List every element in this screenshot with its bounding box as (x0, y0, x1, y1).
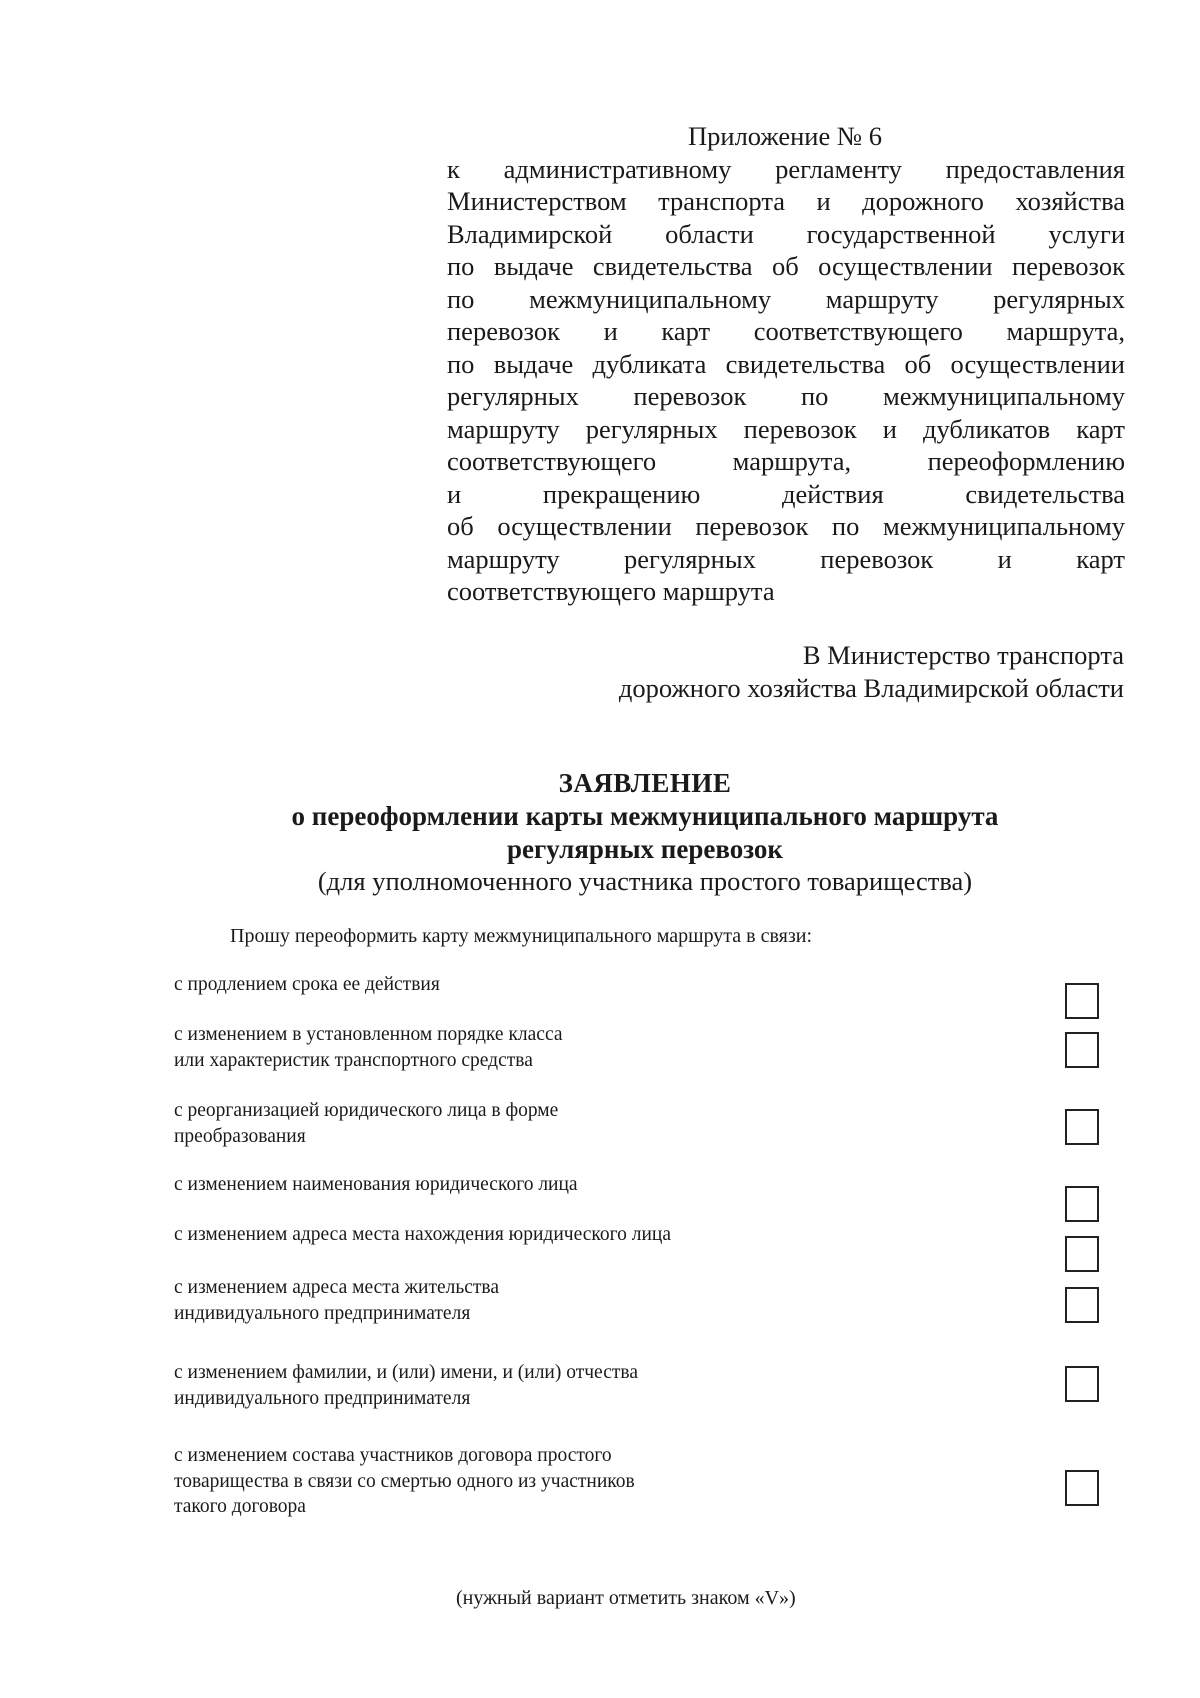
appendix-line: к административному регламенту предоставления (447, 153, 1125, 184)
appendix-line: Владимирской области государственной услуги (447, 218, 1125, 249)
option-text (174, 1222, 671, 1248)
addressee-line-1: В Министерство транспорта (802, 640, 1124, 670)
option-checkbox[interactable] (1065, 1287, 1099, 1323)
option-line: с реорганизацией юридического лица в форме (174, 1100, 559, 1121)
option-text (174, 1275, 499, 1326)
appendix-line: и прекращению действия свидетельства (447, 478, 1125, 509)
addressee-block (619, 639, 1124, 705)
appendix-block (447, 120, 1125, 608)
document-subtitle-line-1: о переоформлении карты межмуниципального маршрута (291, 801, 999, 831)
request-intro: Прошу переоформить карту межмуниципального маршрута в связи: (230, 925, 813, 947)
option-text (174, 972, 440, 998)
option-checkbox[interactable] (1065, 1109, 1099, 1145)
appendix-title: Приложение № 6 (688, 121, 883, 151)
appendix-line: по выдаче дубликата свидетельства об осуществлении (447, 348, 1125, 379)
appendix-line: маршруту регулярных перевозок и карт (447, 543, 1125, 574)
option-text (174, 1098, 558, 1149)
appendix-line: по выдаче свидетельства об осуществлении перевозок (447, 251, 1125, 281)
appendix-line: перевозок и карт соответствующего маршрута, (447, 316, 1125, 346)
appendix-line: по межмуниципальному маршруту регулярных (447, 283, 1125, 314)
option-checkbox[interactable] (1065, 1366, 1099, 1402)
option-checkbox[interactable] (1065, 1032, 1099, 1068)
option-line: преобразования (174, 1125, 306, 1147)
option-line: с изменением адреса места жительства (174, 1277, 500, 1298)
option-text (174, 1172, 578, 1198)
appendix-line: регулярных перевозок по межмуниципальному (447, 381, 1125, 411)
option-line: индивидуального предпринимателя (174, 1302, 471, 1324)
option-checkbox[interactable] (1065, 1186, 1099, 1222)
option-checkbox[interactable] (1065, 1470, 1099, 1506)
option-line: или характеристик транспортного средства (174, 1049, 533, 1071)
option-line: товарищества в связи со смертью одного из участников (174, 1470, 635, 1492)
option-text (174, 1360, 638, 1411)
document-subtitle-line-2: регулярных перевозок (507, 834, 783, 864)
appendix-line: маршруту регулярных перевозок и дубликатов карт (447, 413, 1125, 444)
option-line: такого договора (174, 1496, 306, 1517)
option-line: с изменением фамилии, и (или) имени, и (или) отчества (174, 1362, 638, 1383)
option-line: с изменением адреса места нахождения юридического лица (174, 1224, 672, 1245)
appendix-line: соответствующего маршрута (447, 576, 775, 606)
option-text (174, 1022, 563, 1073)
addressee-line-2: дорожного хозяйства Владимирской области (618, 673, 1124, 703)
option-line: с продлением срока ее действия (174, 974, 440, 995)
document-title: ЗАЯВЛЕНИЕ (558, 768, 732, 798)
appendix-line: Министерством транспорта и дорожного хозяйства (447, 186, 1125, 216)
appendix-line: об осуществлении перевозок по межмуниципальному (447, 511, 1125, 541)
option-checkbox[interactable] (1065, 983, 1099, 1019)
option-line: с изменением состава участников договора простого (174, 1445, 612, 1466)
option-line: с изменением наименования юридического лица (174, 1174, 578, 1195)
option-checkbox[interactable] (1065, 1236, 1099, 1272)
option-line: с изменением в установленном порядке класса (174, 1024, 563, 1045)
option-text (174, 1443, 635, 1520)
option-line: индивидуального предпринимателя (174, 1387, 471, 1409)
instruction-note: (нужный вариант отметить знаком «V») (456, 1587, 796, 1609)
document-subtitle-line-3: (для уполномоченного участника простого товарищества) (317, 866, 973, 896)
appendix-line: соответствующего маршрута, переоформлению (447, 446, 1125, 476)
